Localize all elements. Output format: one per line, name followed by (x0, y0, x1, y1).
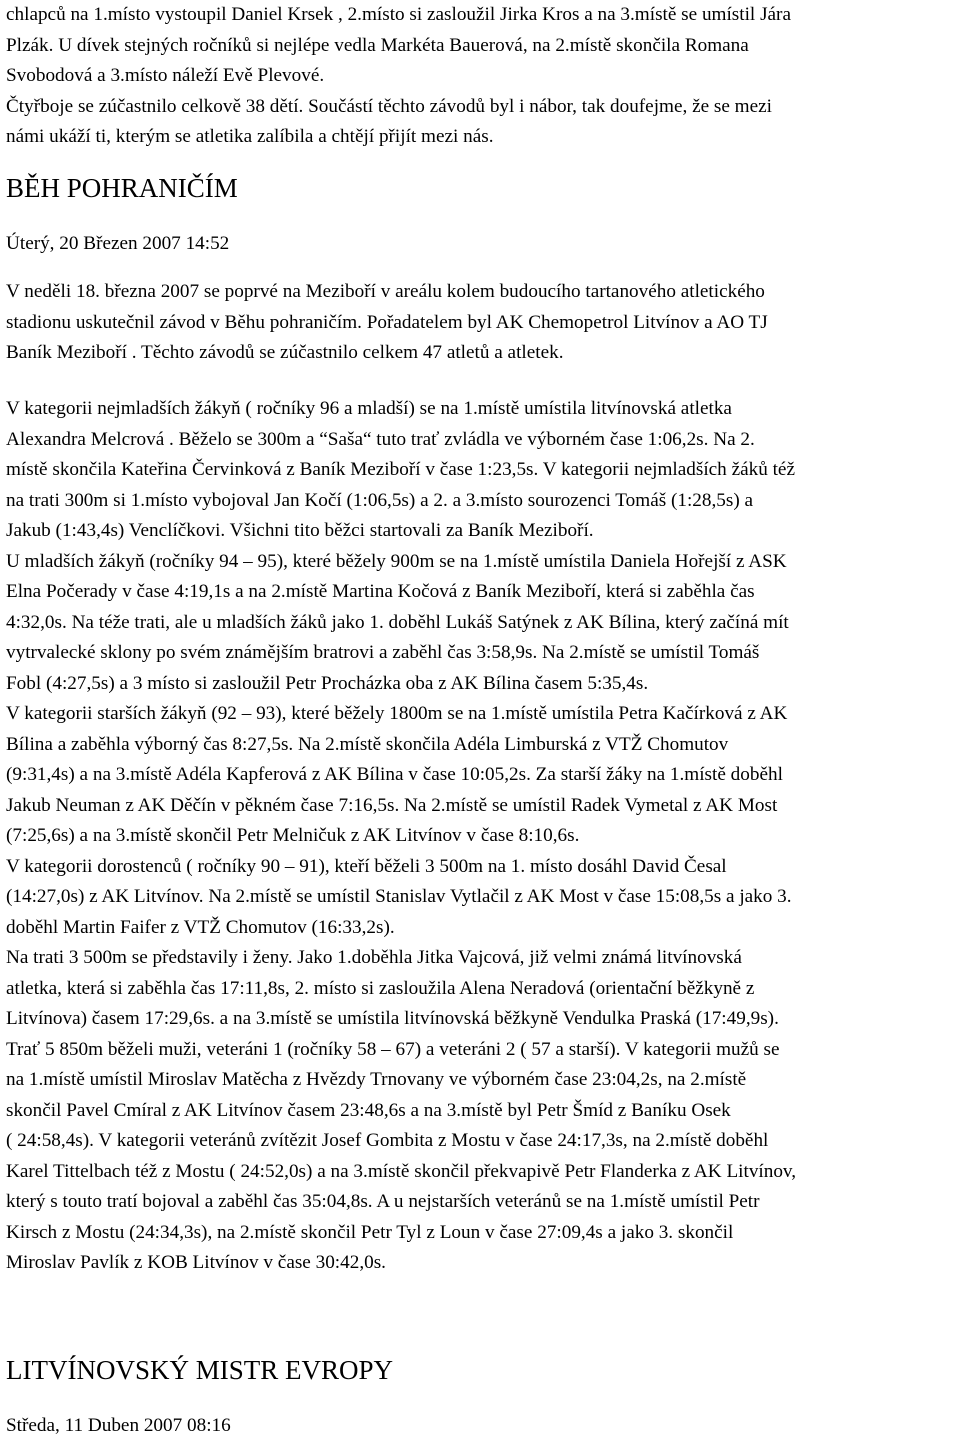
article-paragraph (6, 277, 768, 369)
text-line: V kategorii nejmladších žákyň ( ročníky 96 a mladší) se na 1.místě umístila litvínovská atletka (6, 398, 732, 419)
text-line: Jakub (1:43,4s) Venclíčkovi. Všichni tito běžci startovali za Baník Meziboří. (6, 520, 594, 541)
text-line: V neděli 18. března 2007 se poprvé na Meziboří v areálu kolem budoucího tartanového atletického (6, 281, 765, 302)
intro-paragraph (6, 0, 791, 153)
text-line: Čtyřboje se zúčastnilo celkově 38 dětí. Součástí těchto závodů byl i nábor, tak doufejme, že se mezi (6, 95, 772, 117)
text-line: Trať 5 850m běželi muži, veteráni 1 (ročníky 58 – 67) a veteráni 2 ( 57 a starší). V kategorii mužů se (6, 1038, 780, 1060)
text-line: Bílina a zaběhla výborný čas 8:27,5s. Na 2.místě skončila Adéla Limburská z VTŽ Chomutov (6, 733, 729, 755)
text-line: doběhl Martin Faifer z VTŽ Chomutov (16:33,2s). (6, 916, 395, 938)
text-line: na 1.místě umístil Miroslav Matěcha z Hvězdy Trnovany ve výborném čase 23:04,2s, na 2.místě (6, 1069, 747, 1090)
text-line: chlapců na 1.místo vystoupil Daniel Krsek , 2.místo si zasloužil Jirka Kros a na 3.místě se umístil Jára (6, 4, 791, 25)
article-title: LITVÍNOVSKÝ MISTR EVROPY (6, 1355, 394, 1385)
text-line: Baník Meziboří . Těchto závodů se zúčastnilo celkem 47 atletů a atletek. (6, 342, 564, 363)
text-line: vytrvalecké sklony po svém známějším bratrovi a zaběhl čas 3:58,9s. Na 2.místě se umístil Tomáš (6, 642, 760, 663)
text-line: Elna Počerady v čase 4:19,1s a na 2.místě Martina Kočová z Baník Meziboří, která si zaběhla čas (6, 581, 755, 602)
text-line: V kategorii dorostenců ( ročníky 90 – 91), kteří běželi 3 500m na 1. místo dosáhl David Česal (6, 855, 727, 877)
text-line: ( 24:58,4s). V kategorii veteránů zvítězit Josef Gombita z Mostu v čase 24:17,3s, na 2.místě doběhl (6, 1130, 769, 1151)
text-line: V kategorii starších žákyň (92 – 93), které běžely 1800m se na 1.místě umístila Petra Kačírková z AK (6, 703, 788, 724)
text-line: Jakub Neuman z AK Děčín v pěkném čase 7:16,5s. Na 2.místě se umístil Radek Vymetal z AK Most (6, 794, 778, 816)
text-line: Alexandra Melcrová . Běželo se 300m a “Saša“ tuto trať zvládla ve výborném čase 1:06,2s. Na 2. (6, 428, 755, 450)
text-line: (9:31,4s) a na 3.místě Adéla Kapferová z AK Bílina v čase 10:05,2s. Za starší žáky na 1.místě doběhl (6, 764, 783, 785)
article-paragraph (6, 394, 796, 1279)
text-line: Kirsch z Mostu (24:34,3s), na 2.místě skončil Petr Tyl z Loun v čase 27:09,4s a jako 3. skončil (6, 1221, 734, 1243)
text-line: U mladších žákyň (ročníky 94 – 95), které běžely 900m se na 1.místě umístila Daniela Hořejší z ASK (6, 550, 787, 572)
text-line: námi ukáží ti, kterým se atletika zalíbila a chtějí přijít mezi nás. (6, 126, 494, 147)
text-line: Miroslav Pavlík z KOB Litvínov v čase 30:42,0s. (6, 1252, 386, 1273)
text-line: místě skončila Kateřina Červinková z Baník Meziboří v čase 1:23,5s. V kategorii nejmladších žáků též (6, 459, 795, 480)
text-line: (7:25,6s) a na 3.místě skončil Petr Melničuk z AK Litvínov v čase 8:10,6s. (6, 825, 580, 846)
text-line: Litvínova) časem 17:29,6s. a na 3.místě se umístila litvínovská běžkyně Vendulka Praská (17:49,9s). (6, 1008, 779, 1029)
text-line: (14:27,0s) z AK Litvínov. Na 2.místě se umístil Stanislav Vytlačil z AK Most v čase 15:08,5s a jako 3. (6, 886, 792, 907)
text-line: skončil Pavel Cmíral z AK Litvínov časem 23:48,6s a na 3.místě byl Petr Šmíd z Baníku Osek (6, 1099, 731, 1121)
text-line: stadionu uskutečnil závod v Běhu pohraničím. Pořadatelem byl AK Chemopetrol Litvínov a AO TJ (6, 311, 768, 333)
text-line: Svobodová a 3.místo náleží Evě Plevové. (6, 65, 325, 86)
text-line: který s touto tratí bojoval a zaběhl čas 35:04,8s. A u nejstarších veteránů se na 1.místě umístil Petr (6, 1191, 760, 1212)
text-line: Fobl (4:27,5s) a 3 místo si zasloužil Petr Procházka oba z AK Bílina časem 5:35,4s. (6, 672, 649, 694)
text-line: na trati 300m si 1.místo vybojoval Jan Kočí (1:06,5s) a 2. a 3.místo sourozenci Tomáš (1:28,5s) a (6, 489, 754, 511)
article-date: Úterý, 20 Březen 2007 14:52 (6, 233, 230, 254)
text-line: Plzák. U dívek stejných ročníků si nejlépe vedla Markéta Bauerová, na 2.místě skončila Romana (6, 34, 749, 56)
text-line: Karel Tittelbach též z Mostu ( 24:52,0s) a na 3.místě skončil překvapivě Petr Flanderka z AK Litvínov, (6, 1160, 797, 1182)
text-line: atletka, která si zaběhla čas 17:11,8s, 2. místo si zasloužila Alena Neradová (orientační běžkyně z (6, 977, 755, 999)
article-date: Středa, 11 Duben 2007 08:16 (6, 1415, 231, 1436)
text-line: 4:32,0s. Na téže trati, ale u mladších žáků jako 1. doběhl Lukáš Satýnek z AK Bílina, který začíná mít (6, 611, 789, 633)
article-title: BĚH POHRANIČÍM (6, 173, 238, 203)
text-line: Na trati 3 500m se představily i ženy. Jako 1.doběhla Jitka Vajcová, již velmi známá litvínovská (6, 947, 742, 968)
